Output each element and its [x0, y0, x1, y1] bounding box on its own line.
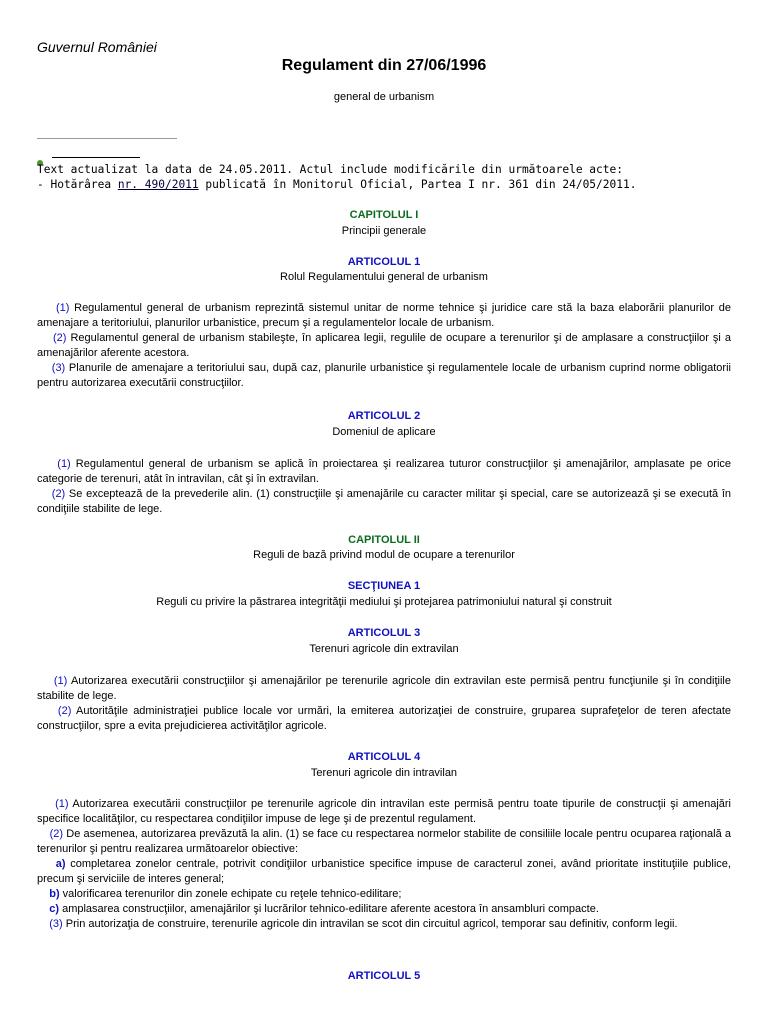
paragraph-text: De asemenea, autorizarea prevăzută la alin. (1) se face cu respectarea normelor stabilite de consiliile locale pentru ocuparea raţională a terenurilor şi pentru realizarea următoarelor obiective:	[37, 828, 731, 855]
paragraph	[37, 704, 731, 734]
article-1-title: Rolul Regulamentului general de urbanism	[280, 271, 488, 283]
note-suffix: publicată în Monitorul Oficial, Partea I nr. 361 din 24/05/2011.	[198, 178, 637, 191]
update-note-line-1: Text actualizat la data de 24.05.2011. Actul include modificările din următoarele acte:	[37, 163, 623, 176]
paragraph-text: Autorităţile administraţiei publice locale vor urmări, la emiterea autorizaţiei de construire, gruparea suprafeţelor de teren afectate construcţiilor, spre a evita prejudicierea activităţilor agricole.	[37, 705, 731, 732]
issuer: Guvernul României	[37, 39, 157, 55]
paragraph-number: (3)	[51, 362, 66, 374]
list-letter: a)	[55, 858, 66, 870]
paragraph-number: (1)	[53, 675, 68, 687]
chapter-2-label: CAPITOLUL II	[348, 534, 420, 546]
list-item	[37, 902, 731, 917]
chapter-1-title: Principii generale	[341, 225, 427, 237]
article-1-body	[37, 301, 731, 391]
article-2-body	[37, 457, 731, 517]
paragraph-number: (1)	[57, 458, 71, 470]
paragraph-text: Regulamentul general de urbanism reprezintă sistemul unitar de norme tehnice şi juridice care stă la baza elaborării planurilor de amenajare a teritoriului, planurilor urbanistice, precum şi a regulamentelor locale de urbanism.	[37, 302, 731, 329]
paragraph	[37, 331, 731, 361]
paragraph	[37, 361, 731, 391]
list-item	[37, 887, 731, 902]
paragraph-text: Prin autorizaţia de construire, terenurile agricole din intravilan se scot din circuitul agricol, temporar sau definitiv, conform legii.	[62, 918, 678, 930]
article-3-title: Terenuri agricole din extravilan	[309, 643, 459, 655]
note-separator-line	[52, 157, 140, 158]
article-4-title: Terenuri agricole din intravilan	[310, 767, 458, 779]
article-2-title: Domeniul de aplicare	[332, 426, 436, 438]
note-prefix: - Hotărârea	[37, 178, 118, 191]
article-4-body	[37, 797, 731, 932]
paragraph-text: Autorizarea executării construcţiilor şi amenajărilor pe terenurile agricole din extravilan este permisă pentru funcţiunile şi în condiţiile stabilite de lege.	[37, 675, 731, 702]
section-1-label: SECŢIUNEA 1	[347, 580, 421, 592]
update-note-line-2	[37, 178, 636, 191]
article-1-label: ARTICOLUL 1	[347, 256, 421, 268]
article-3-body	[37, 674, 731, 734]
paragraph-text: Regulamentul general de urbanism se aplică în proiectarea şi realizarea tuturor construcţiilor şi amenajărilor, amplasate pe orice categorie de terenuri, atât în intravilan, cât şi în extravilan.	[37, 458, 732, 485]
paragraph	[37, 797, 731, 827]
paragraph-number: (3)	[49, 918, 63, 930]
chapter-2-title: Reguli de bază privind modul de ocupare a terenurilor	[253, 549, 515, 561]
list-item	[37, 857, 731, 887]
paragraph	[37, 917, 731, 932]
paragraph-number: (1)	[55, 798, 69, 810]
paragraph-number: (2)	[57, 705, 72, 717]
article-5-label: ARTICOLUL 5	[347, 970, 421, 982]
paragraph	[37, 457, 731, 487]
list-item-text: amplasarea construcţiilor, amenajărilor şi lucrărilor tehnico-edilitare aferente acestora în ansambluri compacte.	[59, 903, 599, 915]
paragraph	[37, 827, 731, 857]
paragraph	[37, 301, 731, 331]
paragraph	[37, 674, 731, 704]
paragraph	[37, 487, 731, 517]
article-3-label: ARTICOLUL 3	[347, 627, 421, 639]
paragraph-text: Se exceptează de la prevederile alin. (1) construcţiile şi amenajările cu caracter militar şi special, care se autorizează şi se execută în condiţiile stabilite de lege.	[37, 488, 731, 515]
document-title: Regulament din 27/06/1996	[281, 57, 487, 74]
paragraph-number: (1)	[55, 302, 70, 314]
separator-line	[37, 138, 177, 139]
section-1-title: Reguli cu privire la păstrarea integrităţii mediului şi protejarea patrimoniului natural şi construit	[156, 596, 612, 608]
paragraph-text: Planurile de amenajare a teritoriului sau, după caz, planurile urbanistice şi regulamentele locale de urbanism cuprind norme obligatorii pentru autorizarea executării construcţiilor.	[37, 362, 731, 389]
list-letter: c)	[49, 903, 60, 915]
paragraph-number: (2)	[53, 332, 67, 344]
article-2-label: ARTICOLUL 2	[347, 410, 421, 422]
list-letter: b)	[49, 888, 60, 900]
paragraph-text: Autorizarea executării construcţiilor pe terenurile agricole din intravilan este permisă pentru toate tipurile de construcţii şi amenajări specifice localităţilor, cu respectarea condiţiilor impuse de lege şi de prezentul regulament.	[37, 798, 731, 825]
list-item-text: valorificarea terenurilor din zonele echipate cu reţele tehnico-edilitare;	[59, 888, 402, 900]
article-4-label: ARTICOLUL 4	[347, 751, 421, 763]
paragraph-number: (2)	[51, 488, 66, 500]
paragraph-text: Regulamentul general de urbanism stabileşte, în aplicarea legii, regulile de ocupare a terenurilor şi de amplasare a construcţiilor şi a amenajărilor aferente acestora.	[37, 332, 731, 359]
chapter-1-label: CAPITOLUL I	[349, 209, 419, 221]
document-subtitle: general de urbanism	[333, 91, 435, 103]
act-link[interactable]: nr. 490/2011	[117, 178, 199, 191]
list-item-text: completarea zonelor centrale, potrivit condiţiilor urbanistice specifice impuse de caracterul zonei, având prioritate instituţiile publice, precum şi serviciile de interes general;	[37, 858, 731, 885]
paragraph-number: (2)	[49, 828, 64, 840]
